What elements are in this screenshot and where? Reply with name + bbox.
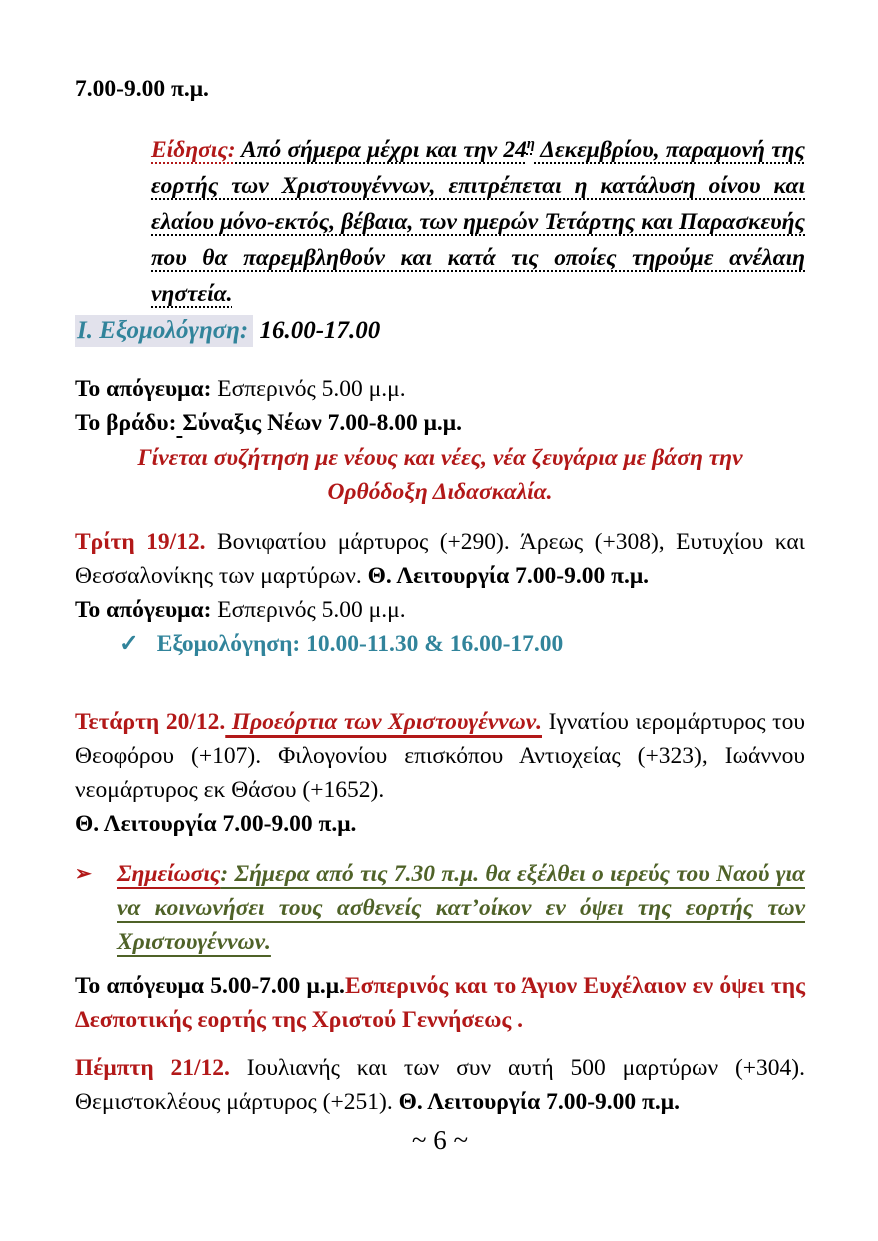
page-number: ~ 6 ~	[411, 1125, 469, 1155]
tuesday-day-label: Τρίτη 19/12.	[75, 529, 206, 555]
afternoon-line-2	[75, 593, 805, 627]
youth-note-line2: Ορθόδοξη Διδασκαλία.	[327, 479, 553, 505]
wednesday-body: Ιγνατίου ιερομάρτυρος του Θεοφόρου (+107). Φιλογονίου επισκόπου Αντιοχείας (+323), Ιωάννου νεομάρτυρος εκ Θάσου (+1652).	[75, 709, 806, 803]
confession-hours-line	[75, 627, 805, 661]
thursday-liturgy: Θ. Λειτουργία 7.00-9.00 π.μ.	[398, 1089, 681, 1115]
evening-label: Το βράδυ:	[75, 410, 177, 436]
note-paragraph	[117, 857, 805, 959]
confession-heading-time: 16.00-17.00	[253, 317, 381, 344]
vespers-time-label: Το απόγευμα 5.00-7.00 μ.μ.	[75, 973, 345, 999]
evening-line	[75, 406, 805, 440]
note-label: Σημείωσις	[117, 861, 221, 887]
checkmark-icon: ✓	[119, 631, 139, 657]
service-time-heading: 7.00-9.00 π.μ.	[75, 76, 209, 102]
wednesday-liturgy: Θ. Λειτουργία 7.00-9.00 π.μ.	[75, 811, 357, 837]
note-body: : Σήμερα από τις 7.30 π.μ. θα εξέλθει ο ιερεύς του Ναού για να κοινωνήσει τους ασθενείς κατ’οίκον εν όψει της εορτής των Χριστουγέννων.	[117, 861, 805, 955]
confession-hours-text: Εξομολόγηση: 10.00-11.30 & 16.00-17.00	[156, 631, 564, 657]
vespers-description: Εσπερινός και το Άγιον Ευχέλαιον εν όψει της Δεσποτικής εορτής της Χριστού Γεννήσεως .	[75, 973, 806, 1033]
wednesday-day-label: Τετάρτη 20/12.	[75, 709, 226, 735]
afternoon-line	[75, 372, 805, 406]
notice-label: Είδησις:	[151, 137, 236, 163]
notice-superscript: η	[526, 136, 535, 153]
arrow-bullet-icon: ➢	[75, 863, 92, 885]
wednesday-section	[75, 705, 805, 841]
thursday-section	[75, 1051, 805, 1119]
afternoon-label-2: Το απόγευμα:	[75, 597, 212, 623]
evening-text: Σύναξις Νέων 7.00-8.00 μ.μ.	[182, 410, 462, 436]
tuesday-paragraph	[75, 525, 805, 593]
note-block	[75, 857, 805, 959]
tuesday-body: Βονιφατίου μάρτυρος (+290). Άρεως (+308), Ευτυχίου και Θεσσαλονίκης των μαρτύρων.	[75, 529, 805, 589]
notice-body-pre: Από σήμερα μέχρι και την 24	[235, 137, 527, 163]
wednesday-feast: Προεόρτια των Χριστουγέννων.	[225, 709, 542, 735]
youth-gathering-note	[75, 441, 805, 509]
afternoon-text: Εσπερινός 5.00 μ.μ.	[211, 376, 406, 402]
thursday-paragraph	[75, 1051, 805, 1119]
wednesday-paragraph	[75, 705, 805, 807]
afternoon-text-2: Εσπερινός 5.00 μ.μ.	[211, 597, 406, 623]
vespers-paragraph	[75, 969, 805, 1037]
notice-body-post: Δεκεμβρίου, παραμονή της εορτής των Χριστουγέννων, επιτρέπεται η κατάλυση οίνου και ελαίου μόνο-εκτός, βέβαια, των ημερών Τετάρτης και Παρασκευής που θα παρεμβληθούν και κατά τις οποίες τηρούμε ανέλαιη νηστεία.	[151, 137, 805, 307]
notice-paragraph	[151, 132, 805, 312]
confession-heading-label: Ι. Εξομολόγηση:	[75, 315, 253, 347]
thursday-day-label: Πέμπτη 21/12.	[75, 1055, 230, 1081]
tuesday-liturgy: Θ. Λειτουργία 7.00-9.00 π.μ.	[367, 563, 650, 589]
thursday-body: Ιουλιανής και των συν αυτή 500 μαρτύρων (+304). Θεμιστοκλέους μάρτυρος (+251).	[75, 1055, 805, 1115]
confession-heading	[75, 314, 805, 348]
monday-schedule	[75, 372, 805, 440]
afternoon-label: Το απόγευμα:	[75, 376, 212, 402]
tuesday-section	[75, 525, 805, 661]
youth-note-line1: Γίνεται συζήτηση με νέους και νέες, νέα ζευγάρια με βάση την	[137, 445, 743, 471]
